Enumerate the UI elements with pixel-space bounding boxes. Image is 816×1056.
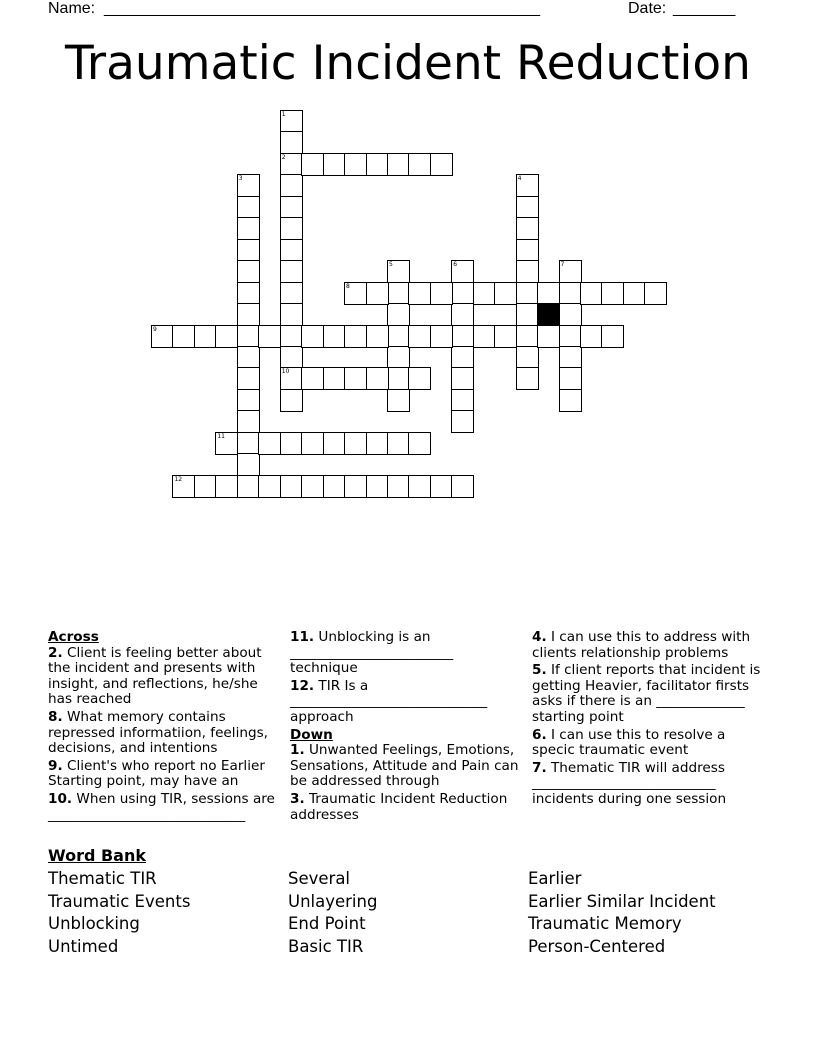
word-bank-item: Earlier <box>528 869 582 888</box>
grid-cell[interactable] <box>280 475 303 498</box>
blocked-cell <box>537 303 560 326</box>
grid-cell[interactable] <box>451 325 474 348</box>
date-label: Date: <box>628 0 667 17</box>
grid-cell[interactable] <box>237 453 260 476</box>
date-field[interactable]: _______ <box>673 0 736 17</box>
grid-cell[interactable] <box>280 110 303 133</box>
clue-down-6: 6. I can use this to resolve a specic traumatic event <box>532 726 726 759</box>
grid-cell[interactable] <box>387 325 410 348</box>
grid-cell[interactable] <box>344 153 367 176</box>
grid-cell[interactable] <box>430 325 453 348</box>
grid-cell[interactable] <box>301 432 324 455</box>
grid-cell[interactable] <box>387 346 410 369</box>
grid-cell[interactable] <box>451 346 474 369</box>
grid-cell[interactable] <box>601 325 624 348</box>
word-bank-item: Earlier Similar Incident <box>528 891 716 911</box>
grid-cell[interactable] <box>280 346 303 369</box>
clue-number: 1 <box>281 111 286 118</box>
grid-cell[interactable] <box>280 131 303 154</box>
grid-cell[interactable] <box>387 153 410 176</box>
grid-cell[interactable] <box>516 239 539 262</box>
grid-cell[interactable] <box>280 217 303 240</box>
grid-cell[interactable] <box>301 325 324 348</box>
grid-cell[interactable] <box>537 325 560 348</box>
clue-down-7: 7. Thematic TIR will address ___________________________ incidents during one session <box>532 759 727 807</box>
grid-cell[interactable] <box>194 475 217 498</box>
grid-cell[interactable] <box>408 432 431 455</box>
across-heading: Across <box>48 629 99 645</box>
word-bank-item: Basic TIR <box>288 937 364 957</box>
grid-cell[interactable] <box>301 153 324 176</box>
clue-across-9: 9. Client's who report no Earlier Starting point, may have an <box>48 757 265 790</box>
clue-number: 12 <box>174 475 183 483</box>
grid-cell[interactable] <box>258 475 281 498</box>
grid-cell[interactable] <box>280 367 303 390</box>
word-bank-column-1 <box>48 868 190 959</box>
clue-across-11: 11. Unblocking is an ________________________ technique <box>290 629 454 677</box>
grid-cell[interactable] <box>280 153 303 176</box>
grid-cell[interactable] <box>473 325 496 348</box>
grid-cell[interactable] <box>580 325 603 348</box>
clue-number: 10 <box>281 368 290 376</box>
grid-cell[interactable] <box>280 196 303 219</box>
word-bank-heading: Word Bank <box>48 846 147 865</box>
clue-across-8: 8. What memory contains repressed informatiion, feelings, decisions, and intentions <box>48 708 269 757</box>
grid-cell[interactable] <box>494 282 517 305</box>
grid-cell[interactable] <box>237 346 260 369</box>
grid-cell[interactable] <box>323 325 346 348</box>
grid-cell[interactable] <box>366 367 389 390</box>
word-bank-item: End Point <box>288 914 366 934</box>
grid-cell[interactable] <box>516 260 539 283</box>
grid-cell[interactable] <box>280 174 303 197</box>
grid-cell[interactable] <box>237 389 260 412</box>
word-bank-column-3 <box>528 868 716 959</box>
grid-cell[interactable] <box>451 389 474 412</box>
word-bank-item: Unblocking <box>48 914 140 934</box>
grid-cell[interactable] <box>215 475 238 498</box>
grid-cell[interactable] <box>237 367 260 390</box>
clue-down-1: 1. Unwanted Feelings, Emotions, Sensations, Attitude and Pain can be addressed through <box>290 742 519 790</box>
grid-cell[interactable] <box>408 475 431 498</box>
grid-cell[interactable] <box>258 325 281 348</box>
grid-cell[interactable] <box>559 367 582 390</box>
clue-down-5: 5. If client reports that incident is getting Heavier, facilitator firsts asks if there is an _____________ starting point <box>532 662 761 725</box>
grid-cell[interactable] <box>344 282 367 305</box>
grid-cell[interactable] <box>451 367 474 390</box>
grid-cell[interactable] <box>280 239 303 262</box>
grid-cell[interactable] <box>451 475 474 498</box>
grid-cell[interactable] <box>430 475 453 498</box>
grid-cell[interactable] <box>516 196 539 219</box>
clue-down-4: 4. I can use this to address with clients relationship problems <box>532 629 751 661</box>
clue-number: 6 <box>453 261 458 269</box>
grid-cell[interactable] <box>258 432 281 455</box>
word-bank-item: Traumatic Memory <box>528 914 682 934</box>
grid-cell[interactable] <box>430 282 453 305</box>
clue-number: 8 <box>346 282 350 290</box>
grid-cell[interactable] <box>559 260 582 283</box>
grid-cell[interactable] <box>408 153 431 176</box>
grid-cell[interactable] <box>323 432 346 455</box>
grid-cell[interactable] <box>473 282 496 305</box>
name-label: Name: <box>48 0 96 17</box>
grid-cell[interactable] <box>172 475 195 498</box>
grid-cell[interactable] <box>237 475 260 498</box>
grid-cell[interactable] <box>516 325 539 348</box>
grid-cell[interactable] <box>215 432 238 455</box>
grid-cell[interactable] <box>344 475 367 498</box>
grid-cell[interactable] <box>280 260 303 283</box>
clue-down-3: 3. Traumatic Incident Reduction addresses <box>290 790 508 823</box>
grid-cell[interactable] <box>559 325 582 348</box>
grid-cell[interactable] <box>580 282 603 305</box>
grid-cell[interactable] <box>366 153 389 176</box>
grid-cell[interactable] <box>280 389 303 412</box>
clues-column-2 <box>290 630 528 825</box>
grid-cell[interactable] <box>451 282 474 305</box>
down-heading: Down <box>290 726 333 743</box>
grid-cell[interactable] <box>387 282 410 305</box>
grid-cell[interactable] <box>237 325 260 348</box>
grid-cell[interactable] <box>366 475 389 498</box>
clue-across-12: 12. TIR Is a _____________________________ approach <box>290 677 488 725</box>
grid-cell[interactable] <box>151 325 174 348</box>
grid-cell[interactable] <box>237 260 260 283</box>
clues-column-3 <box>532 630 770 810</box>
grid-cell[interactable] <box>516 217 539 240</box>
grid-cell[interactable] <box>451 303 474 326</box>
grid-cell[interactable] <box>516 303 539 326</box>
grid-cell[interactable] <box>344 325 367 348</box>
grid-cell[interactable] <box>280 282 303 305</box>
grid-cell[interactable] <box>344 367 367 390</box>
grid-cell[interactable] <box>237 239 260 262</box>
grid-cell[interactable] <box>237 432 260 455</box>
grid-cell[interactable] <box>601 282 624 305</box>
clue-number: 9 <box>153 325 157 333</box>
clue-across-2: 2. Client is feeling better about the incident and presents with insight, and reflections, he/she has reached <box>48 644 262 708</box>
grid-cell[interactable] <box>301 475 324 498</box>
grid-cell[interactable] <box>237 196 260 219</box>
grid-cell[interactable] <box>323 475 346 498</box>
grid-cell[interactable] <box>215 325 238 348</box>
grid-cell[interactable] <box>387 260 410 283</box>
grid-cell[interactable] <box>323 367 346 390</box>
grid-cell[interactable] <box>237 303 260 326</box>
grid-cell[interactable] <box>280 432 303 455</box>
clue-number: 4 <box>517 175 522 183</box>
grid-cell[interactable] <box>280 303 303 326</box>
grid-cell[interactable] <box>387 432 410 455</box>
grid-cell[interactable] <box>516 346 539 369</box>
clues-column-1 <box>48 630 286 825</box>
grid-cell[interactable] <box>537 282 560 305</box>
clue-number: 3 <box>238 175 243 183</box>
grid-cell[interactable] <box>451 260 474 283</box>
grid-cell[interactable] <box>408 282 431 305</box>
grid-cell[interactable] <box>623 282 646 305</box>
grid-cell[interactable] <box>559 282 582 305</box>
word-bank-item: Thematic TIR <box>48 869 157 888</box>
word-bank-item: Unlayering <box>288 891 378 911</box>
grid-cell[interactable] <box>387 367 410 390</box>
clue-number: 5 <box>388 261 393 269</box>
word-bank-item: Several <box>288 869 351 888</box>
grid-cell[interactable] <box>366 432 389 455</box>
crossword-grid <box>0 0 816 520</box>
grid-cell[interactable] <box>494 325 517 348</box>
grid-cell[interactable] <box>644 282 667 305</box>
grid-cell[interactable] <box>366 325 389 348</box>
grid-cell[interactable] <box>408 367 431 390</box>
clue-number: 11 <box>217 432 225 440</box>
grid-cell[interactable] <box>280 325 303 348</box>
grid-cell[interactable] <box>559 303 582 326</box>
grid-cell[interactable] <box>451 410 474 433</box>
grid-cell[interactable] <box>366 282 389 305</box>
grid-cell[interactable] <box>559 346 582 369</box>
name-field[interactable]: _________________________________________________ <box>104 0 541 17</box>
grid-cell[interactable] <box>194 325 217 348</box>
word-bank-item: Person-Centered <box>528 937 666 957</box>
grid-cell[interactable] <box>516 282 539 305</box>
grid-cell[interactable] <box>387 303 410 326</box>
clue-across-10: 10. When using TIR, sessions are _____________________________ <box>48 790 275 823</box>
grid-cell[interactable] <box>237 217 260 240</box>
grid-cell[interactable] <box>344 432 367 455</box>
grid-cell[interactable] <box>387 475 410 498</box>
clue-number: 2 <box>281 153 286 161</box>
grid-cell[interactable] <box>237 174 260 197</box>
word-bank-column-2 <box>288 868 377 959</box>
grid-cell[interactable] <box>237 410 260 433</box>
grid-cell[interactable] <box>301 367 324 390</box>
grid-cell[interactable] <box>430 153 453 176</box>
clue-number: 7 <box>560 261 565 269</box>
page-title: Traumatic Incident Reduction <box>65 36 751 91</box>
grid-cell[interactable] <box>559 389 582 412</box>
word-bank-item: Traumatic Events <box>48 891 191 911</box>
grid-cell[interactable] <box>237 282 260 305</box>
grid-cell[interactable] <box>516 174 539 197</box>
grid-cell[interactable] <box>516 367 539 390</box>
grid-cell[interactable] <box>387 389 410 412</box>
grid-cell[interactable] <box>172 325 195 348</box>
grid-cell[interactable] <box>323 153 346 176</box>
word-bank-item: Untimed <box>48 937 119 957</box>
grid-cell[interactable] <box>408 325 431 348</box>
